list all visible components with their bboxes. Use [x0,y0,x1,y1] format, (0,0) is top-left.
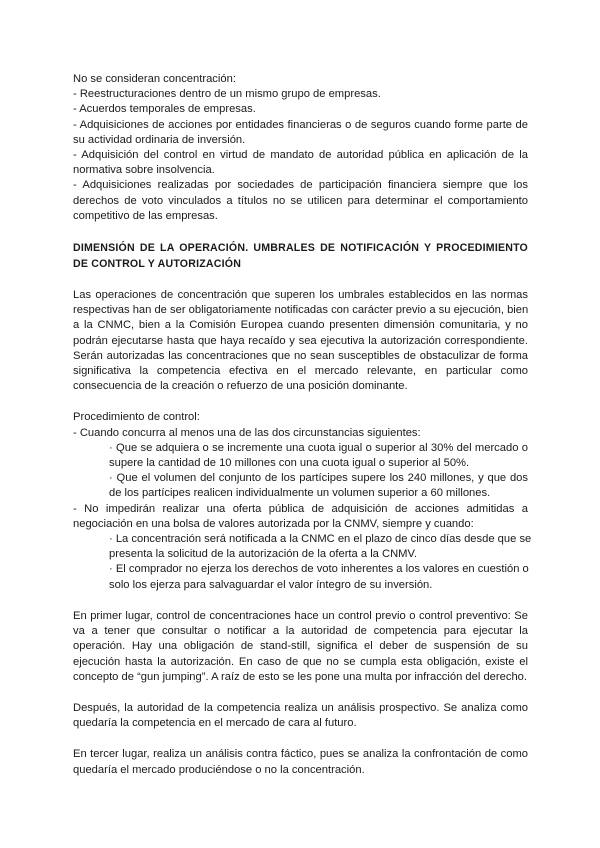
paragraph-line: podrán ejecutarse hasta que haya recaído y sea ejecutiva la autorización correspondiente. [73,334,528,347]
procedure-subitem: · El comprador no ejerza los derechos de voto inherentes a los valores en cuestión o [109,563,529,576]
paragraph-line: respectivas han de ser obligatoriamente notificadas con carácter previo a su ejecución, bien [73,304,529,317]
procedure-subitem: solo los ejerza para salvaguardar el valor íntegro de su inversión. [109,578,433,591]
procedure-case: negociación en una bolsa de valores autorizada por la CNMV, siempre y cuando: [73,517,474,530]
procedure-subitem: supere la cantidad de 10 millones con una cuota igual o superior al 50%. [109,457,470,470]
procedure-title: Procedimiento de control: [73,411,200,424]
paragraph-line: consecuencia de la creación o refuerzo de una posición dominante. [73,380,408,393]
paragraph-line: En primer lugar, control de concentraciones hace un control previo o control preventivo: Se [73,609,528,622]
procedure-subitem: · Que el volumen del conjunto de los partícipes supere los 240 millones, y que dos [109,472,528,485]
paragraph-line: Las operaciones de concentración que superen los umbrales establecidos en las normas [73,289,528,302]
procedure-subitem: · Que se adquiera o se incremente una cuota igual o superior al 30% del mercado o [109,441,528,454]
paragraph-line: quedaría el mercado produciéndose o no la concentración. [73,763,365,776]
procedure-case: - No impedirán realizar una oferta pública de adquisición de acciones admitidas a [73,502,528,515]
section-heading [73,240,528,272]
paragraph-line: quedaría la competencia en el mercado de cara al futuro. [73,717,357,730]
paragraph-line: ejecución hasta la autorización. En caso de que no se cumpla esta obligación, existe el [73,655,528,668]
paragraph-line: Serán autorizadas las concentraciones que no sean susceptibles de obstaculizar de forma [73,349,528,362]
paragraph-line: En tercer lugar, realiza un análisis contra fáctico, pues se analiza la confrontación de como [73,748,528,761]
procedure-case: - Cuando concurra al menos una de las dos circunstancias siguientes: [73,426,421,439]
exclusion-item: - Adquisiciones realizadas por sociedades de participación financiera siempre que los [73,179,528,192]
exclusions-block [73,72,528,224]
procedure-subitem: · La concentración será notificada a la CNMC en el plazo de cinco días desde que se [109,533,532,546]
paragraph-notification [73,288,528,394]
paragraph-counterfactual-analysis [73,747,528,777]
exclusion-item: normativa sobre insolvencia. [73,164,215,177]
procedure-block [73,410,532,592]
section-heading-line: DIMENSIÓN DE LA OPERACIÓN. UMBRALES DE NOTIFICACIÓN Y PROCEDIMIENTO [73,242,528,255]
exclusion-item: su actividad ordinaria de inversión. [73,133,246,146]
paragraph-prospective-analysis [73,701,528,731]
exclusion-item: - Acuerdos temporales de empresas. [73,103,256,116]
paragraph-line: operación. Hay una obligación de stand-still, significa el deber de suspensión de su [73,640,528,653]
exclusion-item: competitivo de las empresas. [73,209,218,222]
exclusion-item: - Adquisición del control en virtud de mandato de autoridad pública en aplicación de la [73,149,528,162]
procedure-subitem: presenta la solicitud de la autorización de la oferta a la CNMV. [109,548,418,561]
section-heading-line: DE CONTROL Y AUTORIZACIÓN [73,258,242,271]
paragraph-preventive-control [73,609,528,685]
paragraph-line: a la CNMC, bien a la Comisión Europea cuando presenten dimensión comunitaria, y no [73,319,528,332]
exclusion-item: - Reestructuraciones dentro de un mismo grupo de empresas. [73,88,381,101]
procedure-sublist [73,441,528,502]
procedure-subitem: de los partícipes realicen individualmente un volumen superior a 60 millones. [109,487,491,500]
exclusion-item: derechos de voto vinculados a títulos no se utilicen para determinar el comportamiento [73,194,528,207]
paragraph-line: significativa la competencia efectiva en el mercado relevante, en particular como [73,365,528,378]
paragraph-line: va a tener que consultar o notificar a la autoridad de competencia para ejecutar la [73,625,528,638]
procedure-sublist [73,532,532,593]
exclusion-item: - Adquisiciones de acciones por entidades financieras o de seguros cuando forme parte de [73,118,528,131]
document-page [73,72,532,778]
exclusions-intro: No se consideran concentración: [73,73,236,85]
paragraph-line: Después, la autoridad de la competencia realiza un análisis prospectivo. Se analiza como [73,701,528,714]
paragraph-line: concepto de “gun jumping”. A raíz de esto se les pone una multa por infracción del derecho. [73,670,527,683]
